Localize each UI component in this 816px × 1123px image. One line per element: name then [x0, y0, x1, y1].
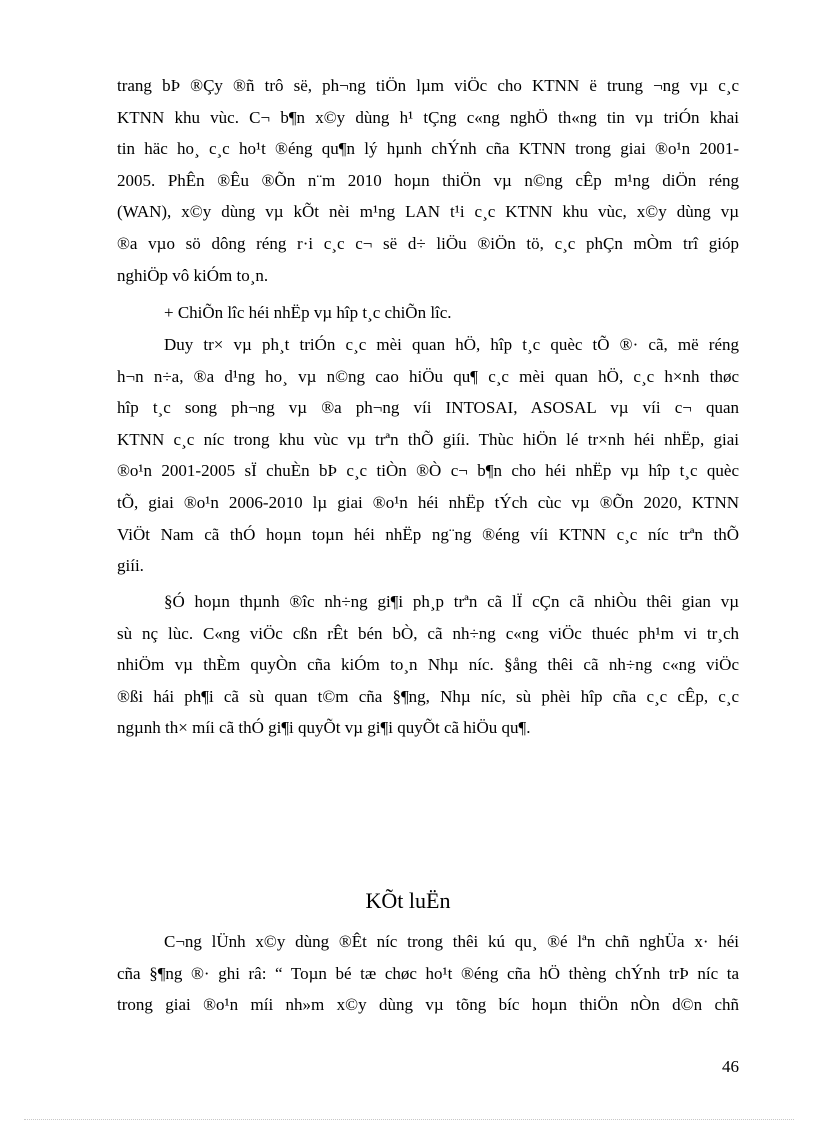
section-heading: KÕt luËn: [365, 888, 451, 913]
text-line: Duy tr× vµ ph¸t triÓn c¸c mèi quan hÖ, hîp t¸c quèc tÕ ®· cã, më réng: [164, 335, 739, 354]
text-line: trang bÞ ®Çy ®ñ trô së, ph¬ng tiÖn lµm viÖc cho KTNN ë trung ¬ng vµ c¸c: [117, 76, 739, 95]
paragraph-3: [117, 329, 739, 582]
text-line: 2005. PhÊn ®Êu ®Õn n¨m 2010 hoµn thiÖn vµ n©ng cÊp m¹ng diÖn réng: [117, 170, 739, 190]
paragraph-4: [117, 586, 739, 744]
text-line: C¬ng lÜnh x©y dùng ®Êt níc trong thêi kú qu¸ ®é lªn chñ nghÜa x· héi: [164, 932, 739, 951]
text-line: trong giai ®o¹n míi nh»m x©y dùng vµ tõng bíc hoµn thiÖn nÒn d©n chñ: [117, 995, 739, 1015]
text-line: sù nç lùc. C«ng viÖc cßn rÊt bén bÒ, cã nh÷ng c«ng viÖc thuéc ph¹m vi tr¸ch: [117, 623, 739, 643]
text-line: tÕ, giai ®o¹n 2006-2010 lµ giai ®o¹n héi nhËp tÝch cùc vµ ®Õn 2020, KTNN: [117, 492, 739, 512]
conclusion-paragraph: [117, 926, 739, 1021]
paragraph-2: [117, 297, 739, 329]
text-line: (WAN), x©y dùng vµ kÕt nèi m¹ng LAN t¹i c¸c KTNN khu vùc, x©y dùng vµ: [117, 202, 739, 222]
text-line: giíi.: [117, 556, 144, 576]
text-line: ®o¹n 2001-2005 sÏ chuÈn bÞ c¸c tiÒn ®Ò c¬ b¶n cho héi nhËp vµ hîp t¸c quèc: [117, 461, 739, 481]
page-bottom-divider: [24, 1119, 794, 1120]
text-line: KTNN c¸c níc trong khu vùc vµ trªn thÕ giíi. Thùc hiÖn lé tr×nh héi nhËp, giai: [117, 429, 739, 449]
text-line: h¬n n÷a, ®a d¹ng ho¸ vµ n©ng cao hiÖu qu¶ c¸c mèi quan hÖ, c¸c h×nh thøc: [117, 366, 739, 386]
text-line: KTNN khu vùc. C¬ b¶n x©y dùng h¹ tÇng c«ng nghÖ th«ng tin vµ triÓn khai: [117, 107, 739, 127]
text-line: ®ßi hái ph¶i cã sù quan t©m cña §¶ng, Nhµ níc, sù phèi hîp cña c¸c cÊp, c¸c: [117, 686, 739, 706]
text-line: cña §¶ng ®· ghi râ: “ Toµn bé tæ chøc ho¹t ®éng cña hÖ thèng chÝnh trÞ níc ta: [117, 963, 739, 983]
text-line: + ChiÕn lîc héi nhËp vµ hîp t¸c chiÕn lîc.: [164, 303, 452, 322]
text-line: ViÖt Nam cã thÓ hoµn toµn héi nhËp ng¨ng ®éng víi KTNN c¸c níc trªn thÕ: [117, 524, 739, 544]
paragraph-1: [117, 70, 739, 291]
text-line: ngµnh th× míi cã thÓ gi¶i quyÕt vµ gi¶i quyÕt cã hiÖu qu¶.: [117, 718, 531, 738]
text-line: hîp t¸c song ph¬ng vµ ®a ph¬ng víi INTOSAI, ASOSAL vµ víi c¬ quan: [117, 398, 739, 418]
text-line: nhiÖm vµ thÈm quyÒn cña kiÓm to¸n Nhµ níc. §ång thêi cã nh÷ng c«ng viÖc: [117, 655, 739, 675]
page-number: 46: [722, 1057, 739, 1076]
text-line: ®a vµo sö dông réng r·i c¸c c¬ së d÷ liÖu ®iÖn tö, c¸c phÇn mÒm trî gióp: [117, 233, 739, 253]
text-line: tin häc ho¸ c¸c ho¹t ®éng qu¶n lý hµnh chÝnh cña KTNN trong giai ®o¹n 2001-: [117, 139, 739, 159]
text-line: §Ó hoµn thµnh ®îc nh÷ng gi¶i ph¸p trªn cã lÏ cÇn cã nhiÒu thêi gian vµ: [164, 592, 739, 611]
text-line: nghiÖp vô kiÓm to¸n.: [117, 265, 269, 285]
